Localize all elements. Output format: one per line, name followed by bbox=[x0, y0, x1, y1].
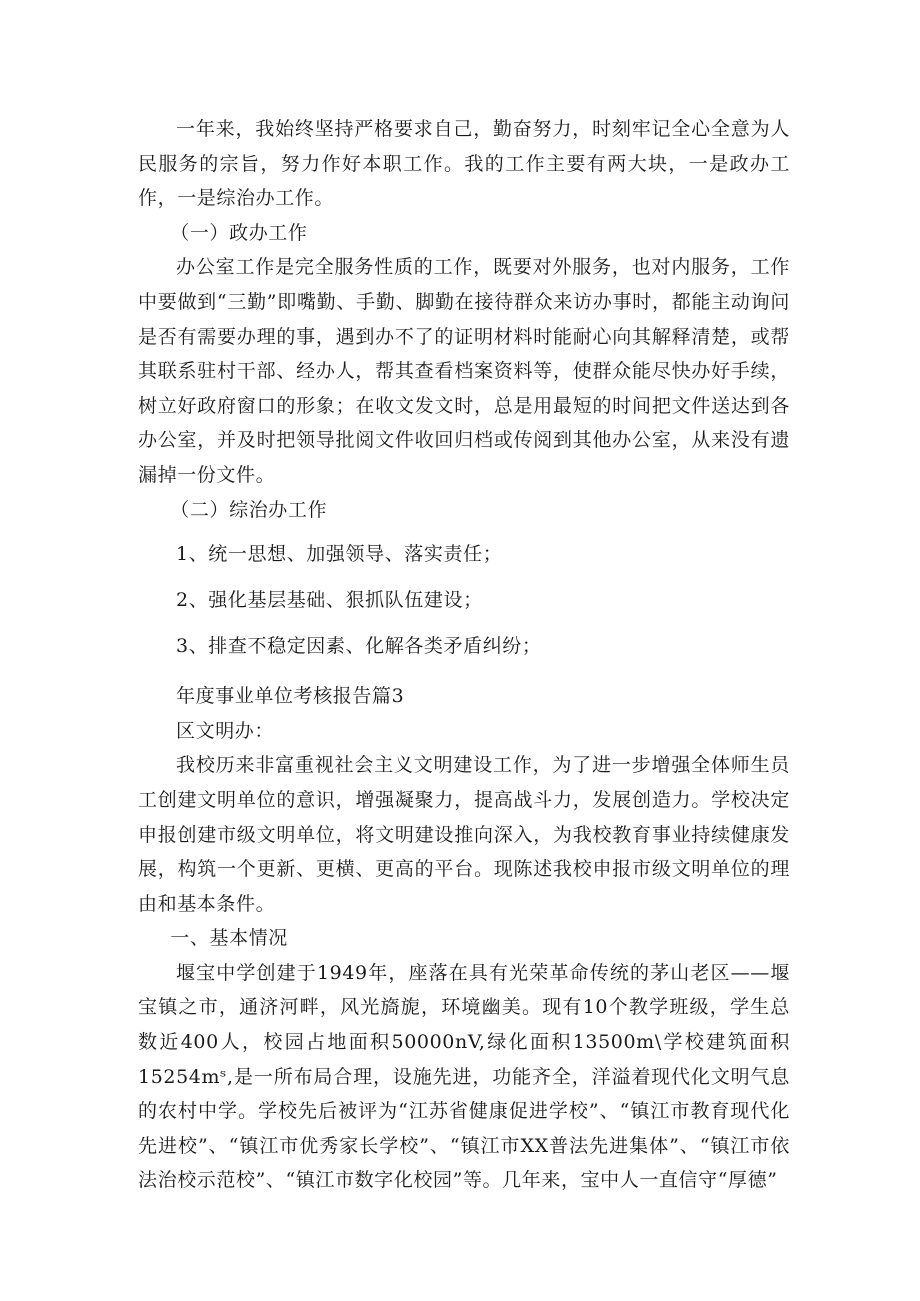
task-list bbox=[138, 531, 790, 669]
list-item: 3、排查不稳定因素、化解各类矛盾纠纷； bbox=[176, 635, 542, 658]
intro-paragraph: 一年来，我始终坚持严格要求自己，勤奋努力，时刻牢记全心全意为人民服务的宗旨，努力作好本职工作。我的工作主要有两大块，一是政办工作，一是综治办工作。 bbox=[138, 118, 790, 210]
section-heading-government-office: （一）政办工作 bbox=[170, 221, 308, 244]
list-item: 2、强化基层基础、狠抓队伍建设； bbox=[176, 589, 483, 612]
salutation: 区文明办： bbox=[176, 719, 275, 742]
government-office-paragraph: 办公室工作是完全服务性质的工作，既要对外服务，也对内服务，工作中要做到“三勤”即嘴勤、手勤、脚勤在接待群众来访办事时，都能主动询问是否有需要办理的事，遇到办不了的证明材料时能耐心向其解释清楚，或帮其联系驻村干部、经办人，帮其查看档案资料等，使群众能尽快办好手续，树立好政府窗口的形象；在收文发文时，总是用最短的时间把文件送达到各办公室，并及时把领导批阅文件收回归档或传阅到其他办公室，从来没有遗漏掉一份文件。 bbox=[138, 256, 790, 486]
basic-info-paragraph: 堰宝中学创建于1949年，座落在具有光荣革命传统的茅山老区——堰宝镇之市，通济河畔，风光旖旎，环境幽美。现有10个教学班级，学生总数近400人，校园占地面积50000nV,绿化面积13500m\学校建筑面积15254mˢ,是一所布局合理，设施先进，功能齐全，洋溢着现代化文明气息的农村中学。学校先后被评为“江苏省健康促进学校”、“镇江市教育现代化先进校”、“镇江市优秀家长学校”、“镇江市XX普法先进集体”、“镇江市依法治校示范校”、“镇江市数字化校园”等。几年来，宝中人一直信守“厚德” bbox=[138, 961, 790, 1192]
section-heading-comprehensive-office: （二）综治办工作 bbox=[170, 498, 328, 521]
report-body-paragraph: 我校历来非富重视社会主义文明建设工作，为了进一步增强全体师生员工创建文明单位的意识，增强凝聚力，提高战斗力，发展创造力。学校决定申报创建市级文明单位，将文明建设推向深入，为我校教育事业持续健康发展，构筑一个更新、更横、更高的平台。现陈述我校申报市级文明单位的理由和基本条件。 bbox=[138, 754, 790, 915]
report-title: 年度事业单位考核报告篇3 bbox=[176, 685, 405, 708]
section-heading-basic-info: 一、基本情况 bbox=[170, 927, 288, 950]
list-item: 1、统一思想、加强领导、落实责任； bbox=[176, 543, 503, 566]
document-page bbox=[138, 112, 790, 1198]
